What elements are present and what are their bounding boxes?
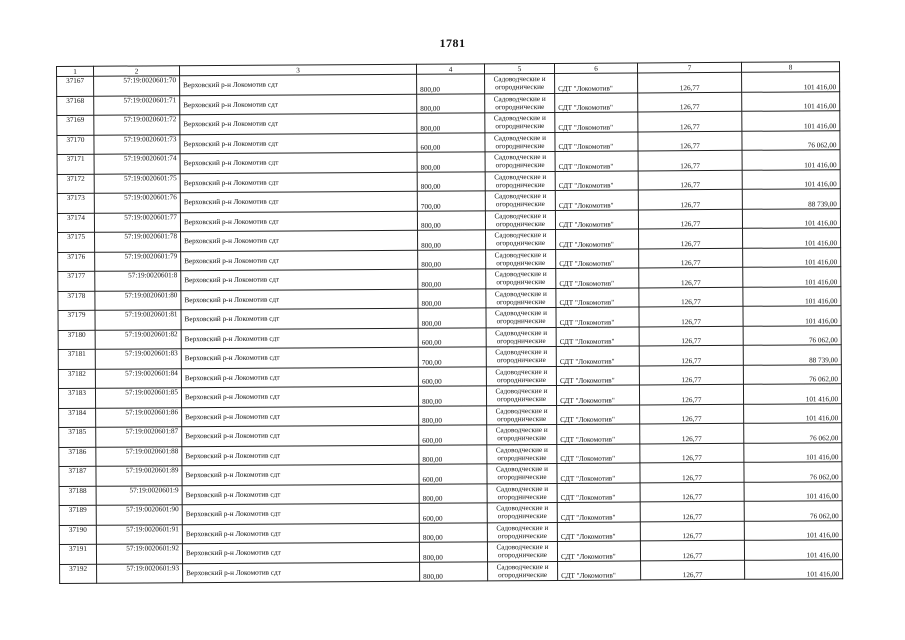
- rate-cell: 126,77: [639, 326, 743, 346]
- column-header-4: 4: [416, 64, 484, 74]
- cadastral-number-cell: 57:19:0020601:92: [96, 544, 182, 564]
- purpose-line-1: Садоводческие и: [495, 387, 548, 396]
- purpose-cell: [486, 288, 556, 308]
- organization-cell: СДТ "Локомотив": [558, 560, 641, 580]
- row-id-cell: 37187: [59, 466, 96, 486]
- address-cell: Верховский р-н Локомотив сдт: [180, 191, 417, 212]
- address-cell: Верховский р-н Локомотив сдт: [181, 367, 418, 388]
- organization-cell: СДТ "Локомотив": [556, 346, 639, 366]
- rate-cell: 126,77: [639, 228, 743, 248]
- land-registry-table: [56, 61, 843, 584]
- rate-cell: 126,77: [639, 384, 743, 404]
- total-cell: 76 062,00: [744, 462, 842, 482]
- purpose-line-2: огороднические: [497, 453, 547, 463]
- address-cell: Верховский р-н Локомотив сдт: [182, 406, 419, 427]
- organization-cell: СДТ "Локомотив": [555, 131, 638, 151]
- purpose-line-1: Садоводческие и: [496, 484, 549, 494]
- purpose-line-1: Садоводческие и: [496, 543, 549, 552]
- organization-cell: СДТ "Локомотив": [555, 170, 638, 190]
- organization-cell: СДТ "Локомотив": [556, 229, 639, 249]
- total-cell: 101 416,00: [742, 150, 840, 170]
- purpose-line-1: Садоводческие и: [493, 94, 546, 104]
- cadastral-number-cell: 57:19:0020601:74: [94, 154, 180, 174]
- row-id-cell: 37178: [58, 291, 95, 311]
- purpose-cell: [485, 112, 555, 132]
- purpose-line-1: Садоводческие и: [494, 172, 547, 182]
- purpose-line-1: Садоводческие и: [494, 153, 547, 162]
- organization-cell: СДТ "Локомотив": [557, 502, 640, 522]
- area-cell: 800,00: [419, 405, 487, 425]
- purpose-line-2: огороднические: [495, 219, 545, 229]
- rate-cell: 126,77: [639, 306, 743, 326]
- purpose-line-2: огороднические: [496, 278, 546, 287]
- row-id-cell: 37169: [57, 115, 94, 135]
- purpose-cell: [486, 346, 556, 366]
- row-id-cell: 37167: [57, 76, 94, 96]
- address-cell: Верховский р-н Локомотив сдт: [182, 503, 419, 524]
- organization-cell: СДТ "Локомотив": [555, 112, 638, 132]
- row-id-cell: 37171: [57, 154, 94, 174]
- purpose-cell: [485, 151, 555, 171]
- purpose-cell: [487, 541, 557, 561]
- cadastral-number-cell: 57:19:0020601:80: [95, 290, 181, 310]
- organization-cell: СДТ "Локомотив": [557, 463, 640, 483]
- cadastral-number-cell: 57:19:0020601:79: [95, 251, 181, 271]
- address-cell: Верховский р-н Локомотив сдт: [180, 133, 417, 154]
- organization-cell: СДТ "Локомотив": [557, 424, 640, 444]
- row-id-cell: 37181: [58, 349, 95, 369]
- purpose-line-1: Садоводческие и: [495, 426, 548, 435]
- purpose-line-1: Садоводческие и: [494, 231, 547, 240]
- organization-cell: СДТ "Локомотив": [555, 190, 638, 210]
- total-cell: 88 739,00: [742, 189, 840, 209]
- row-id-cell: 37172: [57, 174, 94, 194]
- address-cell: Верховский р-н Локомотив сдт: [180, 172, 417, 193]
- purpose-line-2: огороднические: [496, 258, 546, 268]
- cadastral-number-cell: 57:19:0020601:91: [96, 524, 182, 544]
- area-cell: 600,00: [419, 425, 487, 445]
- cadastral-number-cell: 57:19:0020601:87: [96, 427, 182, 447]
- organization-cell: СДТ "Локомотив": [557, 404, 640, 424]
- rate-cell: 126,77: [638, 209, 742, 229]
- purpose-cell: [487, 463, 557, 483]
- purpose-line-1: Садоводческие и: [495, 465, 548, 474]
- purpose-line-2: огороднические: [498, 570, 548, 580]
- purpose-cell: [487, 444, 557, 464]
- row-id-cell: 37190: [59, 525, 96, 545]
- row-id-cell: 37174: [57, 213, 94, 233]
- purpose-line-2: огороднические: [495, 141, 545, 151]
- cadastral-number-cell: 57:19:0020601:72: [94, 115, 180, 135]
- address-cell: Верховский р-н Локомотив сдт: [181, 386, 418, 407]
- rate-cell: 126,77: [640, 501, 744, 521]
- area-cell: 600,00: [419, 464, 487, 484]
- row-id-cell: 37189: [59, 505, 96, 525]
- purpose-line-1: Садоводческие и: [494, 211, 547, 221]
- column-header-8: 8: [741, 62, 839, 73]
- address-cell: Верховский р-н Локомотив сдт: [181, 269, 418, 290]
- total-cell: 101 416,00: [744, 403, 842, 423]
- area-cell: 600,00: [418, 327, 486, 347]
- total-cell: 101 416,00: [743, 247, 841, 267]
- purpose-line-2: огороднические: [495, 180, 545, 190]
- address-cell: Верховский р-н Локомотив сдт: [182, 523, 419, 544]
- organization-cell: СДТ "Локомотив": [556, 385, 639, 405]
- cadastral-number-cell: 57:19:0020601:81: [95, 310, 181, 330]
- column-header-1: 1: [57, 66, 94, 76]
- purpose-line-2: огороднические: [496, 297, 546, 307]
- purpose-line-2: огороднические: [496, 375, 546, 385]
- cadastral-number-cell: 57:19:0020601:85: [95, 388, 181, 408]
- row-id-cell: 37184: [59, 408, 96, 428]
- row-id-cell: 37182: [58, 369, 95, 389]
- purpose-cell: [485, 132, 555, 152]
- organization-cell: СДТ "Локомотив": [557, 541, 640, 561]
- purpose-line-1: Садоводческие и: [493, 114, 546, 123]
- rate-cell: 126,77: [639, 267, 743, 287]
- organization-cell: СДТ "Локомотив": [556, 326, 639, 346]
- total-cell: 101 416,00: [743, 286, 841, 306]
- total-cell: 101 416,00: [742, 111, 840, 131]
- purpose-line-1: Садоводческие и: [494, 270, 547, 279]
- row-id-cell: 37185: [59, 427, 96, 447]
- rate-cell: 126,77: [638, 72, 742, 92]
- rate-cell: 126,77: [640, 482, 744, 502]
- purpose-cell: [487, 424, 557, 444]
- rate-cell: 126,77: [639, 287, 743, 307]
- purpose-line-2: огороднические: [497, 531, 547, 541]
- area-cell: 800,00: [419, 542, 487, 562]
- area-cell: 800,00: [418, 269, 486, 289]
- purpose-cell: [488, 561, 558, 581]
- address-cell: Верховский р-н Локомотив сдт: [180, 211, 417, 232]
- organization-cell: СДТ "Локомотив": [555, 151, 638, 171]
- purpose-line-1: Садоводческие и: [496, 504, 549, 513]
- purpose-cell: [486, 366, 556, 386]
- total-cell: 101 416,00: [745, 559, 843, 579]
- purpose-cell: [485, 190, 555, 210]
- page-number: 1781: [439, 36, 466, 50]
- cadastral-number-cell: 57:19:0020601:90: [96, 505, 182, 525]
- row-id-cell: 37177: [58, 271, 95, 291]
- address-cell: Верховский р-н Локомотив сдт: [180, 74, 417, 95]
- total-cell: 101 416,00: [744, 540, 842, 560]
- purpose-line-1: Садоводческие и: [496, 562, 549, 572]
- organization-cell: СДТ "Локомотив": [557, 521, 640, 541]
- area-cell: 800,00: [417, 210, 485, 230]
- cadastral-number-cell: 57:19:0020601:76: [94, 193, 180, 213]
- purpose-line-1: Садоводческие и: [495, 367, 548, 377]
- total-cell: 101 416,00: [743, 267, 841, 287]
- total-cell: 101 416,00: [744, 520, 842, 540]
- purpose-line-2: огороднические: [497, 512, 547, 521]
- purpose-cell: [486, 229, 556, 249]
- cadastral-number-cell: 57:19:0020601:8: [95, 271, 181, 291]
- total-cell: 76 062,00: [744, 423, 842, 443]
- cadastral-number-cell: 57:19:0020601:73: [94, 134, 180, 154]
- rate-cell: 126,77: [640, 462, 744, 482]
- total-cell: 101 416,00: [744, 481, 842, 501]
- address-cell: Верховский р-н Локомотив сдт: [181, 328, 418, 349]
- rate-cell: 126,77: [640, 404, 744, 424]
- organization-cell: СДТ "Локомотив": [556, 248, 639, 268]
- purpose-cell: [485, 210, 555, 230]
- rate-cell: 126,77: [638, 170, 742, 190]
- rate-cell: 126,77: [639, 365, 743, 385]
- purpose-line-2: огороднические: [495, 200, 545, 209]
- area-cell: 800,00: [419, 483, 487, 503]
- area-cell: 800,00: [420, 561, 488, 581]
- column-header-6: 6: [554, 63, 637, 74]
- column-header-7: 7: [637, 62, 741, 73]
- total-cell: 76 062,00: [743, 364, 841, 384]
- total-cell: 76 062,00: [742, 130, 840, 150]
- address-cell: Верховский р-н Локомотив сдт: [181, 347, 418, 368]
- purpose-line-1: Садоводческие и: [494, 289, 547, 299]
- area-cell: 800,00: [417, 171, 485, 191]
- area-cell: 600,00: [417, 132, 485, 152]
- rate-cell: 126,77: [638, 189, 742, 209]
- column-header-5: 5: [484, 63, 554, 73]
- area-cell: 800,00: [418, 249, 486, 269]
- purpose-line-2: огороднические: [496, 336, 546, 346]
- rate-cell: 126,77: [639, 345, 743, 365]
- purpose-line-2: огороднические: [497, 434, 547, 443]
- purpose-line-2: огороднические: [497, 551, 548, 560]
- purpose-cell: [486, 249, 556, 269]
- row-id-cell: 37191: [59, 544, 96, 564]
- row-id-cell: 37183: [58, 388, 95, 408]
- purpose-line-1: Садоводческие и: [495, 328, 548, 338]
- purpose-cell: [485, 93, 555, 113]
- row-id-cell: 37192: [60, 564, 97, 584]
- purpose-line-2: огороднические: [495, 102, 545, 112]
- purpose-line-2: огороднические: [497, 395, 547, 404]
- address-cell: Верховский р-н Локомотив сдт: [181, 230, 418, 251]
- rate-cell: 126,77: [639, 248, 743, 268]
- area-cell: 800,00: [417, 152, 485, 172]
- purpose-line-1: Садоводческие и: [496, 523, 549, 533]
- cadastral-number-cell: 57:19:0020601:89: [96, 466, 182, 486]
- purpose-line-1: Садоводческие и: [494, 250, 547, 260]
- table-row: [60, 559, 843, 583]
- area-cell: 800,00: [418, 308, 486, 328]
- area-cell: 600,00: [418, 366, 486, 386]
- address-cell: Верховский р-н Локомотив сдт: [181, 289, 418, 310]
- purpose-line-2: огороднические: [496, 356, 546, 365]
- address-cell: Верховский р-н Локомотив сдт: [180, 113, 417, 134]
- address-cell: Верховский р-н Локомотив сдт: [183, 562, 420, 583]
- address-cell: Верховский р-н Локомотив сдт: [182, 445, 419, 466]
- total-cell: 76 062,00: [743, 325, 841, 345]
- cadastral-number-cell: 57:19:0020601:93: [97, 563, 183, 583]
- area-cell: 800,00: [417, 93, 485, 113]
- area-cell: 800,00: [418, 386, 486, 406]
- cadastral-number-cell: 57:19:0020601:84: [95, 368, 181, 388]
- row-id-cell: 37170: [57, 135, 94, 155]
- purpose-cell: [486, 327, 556, 347]
- cadastral-number-cell: 57:19:0020601:70: [94, 76, 180, 96]
- row-id-cell: 37180: [58, 330, 95, 350]
- organization-cell: СДТ "Локомотив": [556, 268, 639, 288]
- purpose-line-1: Садоводческие и: [493, 75, 546, 84]
- purpose-cell: [486, 268, 556, 288]
- organization-cell: СДТ "Локомотив": [557, 443, 640, 463]
- organization-cell: СДТ "Локомотив": [555, 92, 638, 112]
- organization-cell: СДТ "Локомотив": [557, 482, 640, 502]
- rate-cell: 126,77: [641, 560, 745, 580]
- area-cell: 800,00: [418, 288, 486, 308]
- rate-cell: 126,77: [640, 443, 744, 463]
- cadastral-number-cell: 57:19:0020601:71: [94, 95, 180, 115]
- row-id-cell: 37176: [58, 252, 95, 272]
- address-cell: Верховский р-н Локомотив сдт: [181, 250, 418, 271]
- purpose-cell: [487, 522, 557, 542]
- organization-cell: СДТ "Локомотив": [555, 209, 638, 229]
- purpose-cell: [485, 73, 555, 93]
- rate-cell: 126,77: [638, 92, 742, 112]
- area-cell: 800,00: [417, 113, 485, 133]
- purpose-line-2: огороднические: [497, 414, 547, 424]
- purpose-line-1: Садоводческие и: [495, 406, 548, 416]
- purpose-cell: [487, 405, 557, 425]
- purpose-line-2: огороднические: [495, 122, 545, 131]
- total-cell: 76 062,00: [744, 501, 842, 521]
- purpose-line-1: Садоводческие и: [493, 133, 546, 143]
- area-cell: 700,00: [417, 191, 485, 211]
- purpose-cell: [487, 483, 557, 503]
- cadastral-number-cell: 57:19:0020601:82: [95, 329, 181, 349]
- cadastral-number-cell: 57:19:0020601:78: [95, 232, 181, 252]
- rate-cell: 126,77: [638, 150, 742, 170]
- address-cell: Верховский р-н Локомотив сдт: [181, 308, 418, 329]
- total-cell: 101 416,00: [742, 208, 840, 228]
- cadastral-number-cell: 57:19:0020601:9: [96, 485, 182, 505]
- area-cell: 800,00: [418, 230, 486, 250]
- area-cell: 800,00: [417, 74, 485, 94]
- rate-cell: 126,77: [638, 111, 742, 131]
- total-cell: 101 416,00: [743, 228, 841, 248]
- address-cell: Верховский р-н Локомотив сдт: [180, 94, 417, 115]
- purpose-line-2: огороднические: [495, 83, 545, 92]
- cadastral-number-cell: 57:19:0020601:88: [96, 446, 182, 466]
- organization-cell: СДТ "Локомотив": [556, 365, 639, 385]
- purpose-line-2: огороднические: [495, 161, 545, 170]
- purpose-cell: [486, 385, 556, 405]
- rate-cell: 126,77: [640, 540, 744, 560]
- row-id-cell: 37188: [59, 486, 96, 506]
- address-cell: Верховский р-н Локомотив сдт: [180, 152, 417, 173]
- column-header-2: 2: [94, 66, 180, 77]
- cadastral-number-cell: 57:19:0020601:75: [94, 173, 180, 193]
- row-id-cell: 37186: [59, 447, 96, 467]
- area-cell: 600,00: [419, 503, 487, 523]
- rate-cell: 126,77: [640, 423, 744, 443]
- rate-cell: 126,77: [638, 131, 742, 151]
- cadastral-number-cell: 57:19:0020601:77: [94, 212, 180, 232]
- purpose-line-2: огороднические: [496, 317, 546, 326]
- purpose-cell: [486, 307, 556, 327]
- table-body: [57, 72, 843, 584]
- area-cell: 800,00: [419, 444, 487, 464]
- organization-cell: СДТ "Локомотив": [555, 73, 638, 93]
- address-cell: Верховский р-н Локомотив сдт: [182, 425, 419, 446]
- total-cell: 88 739,00: [743, 345, 841, 365]
- organization-cell: СДТ "Локомотив": [556, 287, 639, 307]
- row-id-cell: 37168: [57, 96, 94, 116]
- total-cell: 101 416,00: [742, 72, 840, 92]
- total-cell: 101 416,00: [743, 384, 841, 404]
- cadastral-number-cell: 57:19:0020601:83: [95, 349, 181, 369]
- purpose-line-1: Садоводческие и: [494, 192, 547, 201]
- area-cell: 800,00: [419, 522, 487, 542]
- row-id-cell: 37175: [58, 232, 95, 252]
- purpose-line-1: Садоводческие и: [495, 348, 548, 357]
- total-cell: 101 416,00: [743, 306, 841, 326]
- purpose-line-2: огороднические: [497, 492, 547, 502]
- purpose-cell: [487, 502, 557, 522]
- row-id-cell: 37173: [57, 193, 94, 213]
- row-id-cell: 37179: [58, 310, 95, 330]
- purpose-cell: [485, 171, 555, 191]
- column-header-3: 3: [180, 64, 417, 75]
- purpose-line-1: Садоводческие и: [494, 309, 548, 318]
- rate-cell: 126,77: [640, 521, 744, 541]
- address-cell: Верховский р-н Локомотив сдт: [182, 542, 419, 563]
- area-cell: 700,00: [418, 347, 486, 367]
- total-cell: 101 416,00: [742, 91, 840, 111]
- purpose-line-2: огороднические: [496, 239, 546, 248]
- total-cell: 101 416,00: [744, 442, 842, 462]
- total-cell: 101 416,00: [742, 169, 840, 189]
- purpose-line-2: огороднические: [497, 473, 547, 482]
- address-cell: Верховский р-н Локомотив сдт: [182, 484, 419, 505]
- purpose-line-1: Садоводческие и: [495, 445, 548, 455]
- cadastral-number-cell: 57:19:0020601:86: [96, 407, 182, 427]
- address-cell: Верховский р-н Локомотив сдт: [182, 464, 419, 485]
- organization-cell: СДТ "Локомотив": [556, 307, 639, 327]
